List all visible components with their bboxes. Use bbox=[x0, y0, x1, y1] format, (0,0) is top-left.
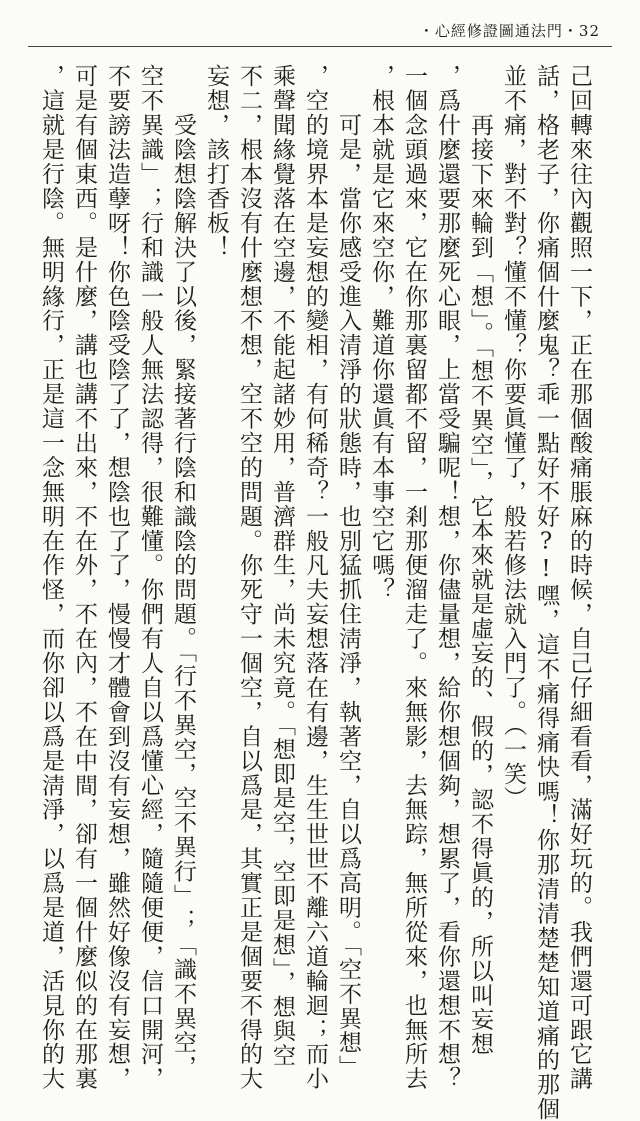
text-column: 妄想，該打香板！ bbox=[203, 64, 229, 260]
text-column: 不二，根本沒有什麼想不想，空不空的問題。你死守一個空，自以爲是，其實正是個要不得的大 bbox=[236, 64, 262, 1091]
text-column: 可是有個東西。是什麼，講也講不出來，不在外，不在內，不在中間，卻有一個什麼似的在那裏 bbox=[71, 64, 97, 1091]
text-column: 並不痛，對不對？懂不懂？你要眞懂了，般若修法就入門了。（一笑） bbox=[500, 64, 526, 811]
text-column: 空不異識」；行和識一般人無法認得，很難懂。你們有人自以爲懂心經，隨隨便便，信口開河， bbox=[137, 64, 163, 1091]
text-column: 不要謗法造孽呀！你色陰受陰了了，想陰也了了，慢慢才體會到沒有妄想，雖然好像沒有妄想， bbox=[104, 64, 130, 1091]
header-divider bbox=[28, 46, 612, 47]
running-header: ・心經修證圖通法門・32 bbox=[418, 22, 600, 40]
text-column: 一個念頭過來，它在你那裏留都不留，一剎那便溜走了。來無影，去無踪，無所從來，也無所去 bbox=[401, 64, 427, 1091]
text-column: 受陰想陰解決了以後，緊接著行陰和識陰的問題。「行不異空，空不異行」；「識不異空， bbox=[170, 64, 196, 1080]
text-column: ，這就是行陰。無明緣行，正是這一念無明在作怪，而你卻以爲是淸淨，以爲是道，活見你的大 bbox=[38, 64, 64, 1091]
text-column: 己回轉來往內觀照一下，正在那個酸痛脹麻的時候，自己仔細看看，滿好玩的。我們還可跟它講 bbox=[566, 64, 592, 1091]
text-column: ，空的境界本是妄想的變相，有何稀奇？一般凡夫妄想落在有邊，生生世世不離六道輪迴；而小 bbox=[302, 64, 328, 1091]
text-column: 再接下來輪到「想」。「想不異空」，它本來就是虛妄的、假的，認不得眞的，所以叫妄想 bbox=[467, 64, 493, 1057]
text-column: 乘聲聞緣覺落在空邊，不能起諸妙用，普濟群生，尚未究竟。「想即是空，空即是想」，想與空 bbox=[269, 64, 295, 1068]
text-column: 話，格老子，你痛個什麼鬼？乖一點好不好?!嘿，這不痛得痛快嗎！你那清清楚楚知道痛的那個 bbox=[533, 64, 559, 1121]
text-column: ，爲什麼還要那麼死心眼，上當受騙呢！想，你儘量想，給你想個夠，想累了，看你還想不想？ bbox=[434, 64, 460, 1091]
text-column: ，根本就是它來空你，難道你還眞有本事空它嗎？ bbox=[368, 64, 394, 602]
text-column: 可是，當你感受進入清淨的狀態時，也別猛抓住淸淨，執著空，自以爲高明。「空不異想」 bbox=[335, 64, 361, 1080]
